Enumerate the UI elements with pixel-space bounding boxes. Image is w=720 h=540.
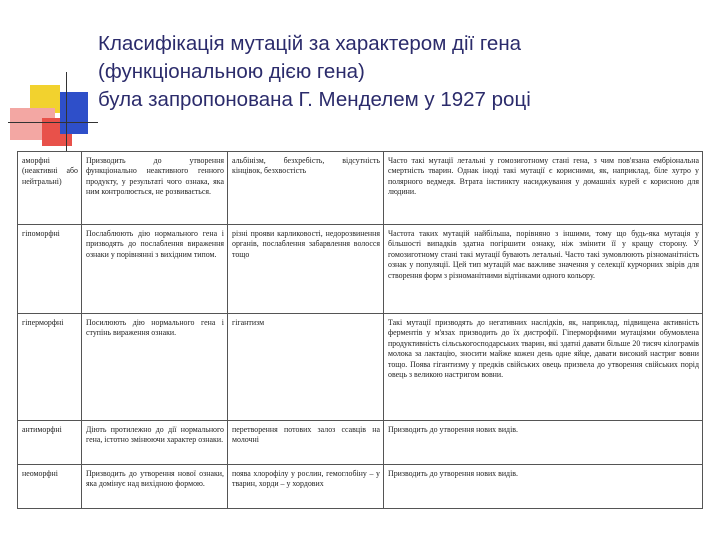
mutation-example: різні прояви карликовості, недорозвинення органів, послаблення забарвлення волосся тощо [228, 225, 384, 314]
mutation-action: Призводить до утворення нової ознаки, яка домінує над вихідною формою. [82, 465, 228, 509]
mutation-example: поява хлорофілу у рослин, гемоглобіну – у тварин, хорди – у хордових [228, 465, 384, 509]
table-row [18, 225, 703, 314]
mutation-note: Такі мутації призводять до негативних наслідків, як, наприклад, підвищена активність ферментів у м'язах призводить до їх дистрофії. Гіперморфними мутаціями обумовлена продуктивність сільськогосподарських тварин, які здатні давати більше 20 тисяч кілограмів молока за лактацію, зносити майже кожен день одне яйце, давати високий настриг вовни тощо. Поява гігантизму у предків свійських овець призвела до утворення свійських порід овець з великою настригом вовни. [384, 314, 703, 421]
title-line-2: (функціональною дією гена) [98, 60, 365, 83]
table-row [18, 421, 703, 465]
title-line-1: Класифікація мутацій за характером дії гена [98, 32, 522, 55]
mutation-note: Призводить до утворення нових видів. [384, 465, 703, 509]
mutation-type: неоморфні [18, 465, 82, 509]
mutation-type: аморфні (неактивні або нейтральні) [18, 152, 82, 225]
mutation-type: антиморфні [18, 421, 82, 465]
mutation-action: Послаблюють дію нормального гена і призводять до послаблення вираження ознаки у порівнянні з вихідним типом. [82, 225, 228, 314]
title-line-3: була запропонована Г. Менделем у 1927 році [98, 88, 531, 111]
mutations-table [17, 151, 703, 509]
mutation-action: Посилюють дію нормального гена і ступінь вираження ознаки. [82, 314, 228, 421]
deco-blue-square [60, 92, 88, 134]
deco-vertical-line [66, 72, 67, 152]
page-title [98, 30, 708, 114]
mutation-action: Діють протилежно до дії нормального гена, істотно змінюючи характер ознаки. [82, 421, 228, 465]
mutation-note: Частота таких мутацій найбільша, порівняно з іншими, тому що будь-яка мутація у більшості випадків здатна погіршити ознаку, ніж змінити її у кращу сторону. У гомозиготному стані такі мутації бувають летальні. Часто такі зумовлюють різноманітність ознак у популяції. Цей тип мутацій має важливе значення у селекції курчорних звірів для створення форм з різноманітними відтінками одного кольору. [384, 225, 703, 314]
table-row [18, 314, 703, 421]
mutation-example: перетворення потових залоз ссавців на молочні [228, 421, 384, 465]
table-row [18, 152, 703, 225]
mutation-type: гіпоморфні [18, 225, 82, 314]
table-row [18, 465, 703, 509]
mutation-example: гігантизм [228, 314, 384, 421]
mutation-action: Призводить до утворення функціонально неактивного генного продукту, у результаті чого ознака, яка ним контролюється, не розвивається. [82, 152, 228, 225]
mutation-example: альбінізм, безхребість, відсутність кінцівок, безхвостість [228, 152, 384, 225]
mutation-note: Призводить до утворення нових видів. [384, 421, 703, 465]
deco-horizontal-line [8, 122, 98, 123]
mutation-type: гіперморфні [18, 314, 82, 421]
mutation-note: Часто такі мутації летальні у гомозиготному стані гена, з чим пов'язана ембріональна смертність тварин. Однак іноді такі мутації є корисними, як, наприклад, біле хутро у полярного ведмедя. Втрата інстинкту насиджування у домашніх курей є корисною для людини. [384, 152, 703, 225]
